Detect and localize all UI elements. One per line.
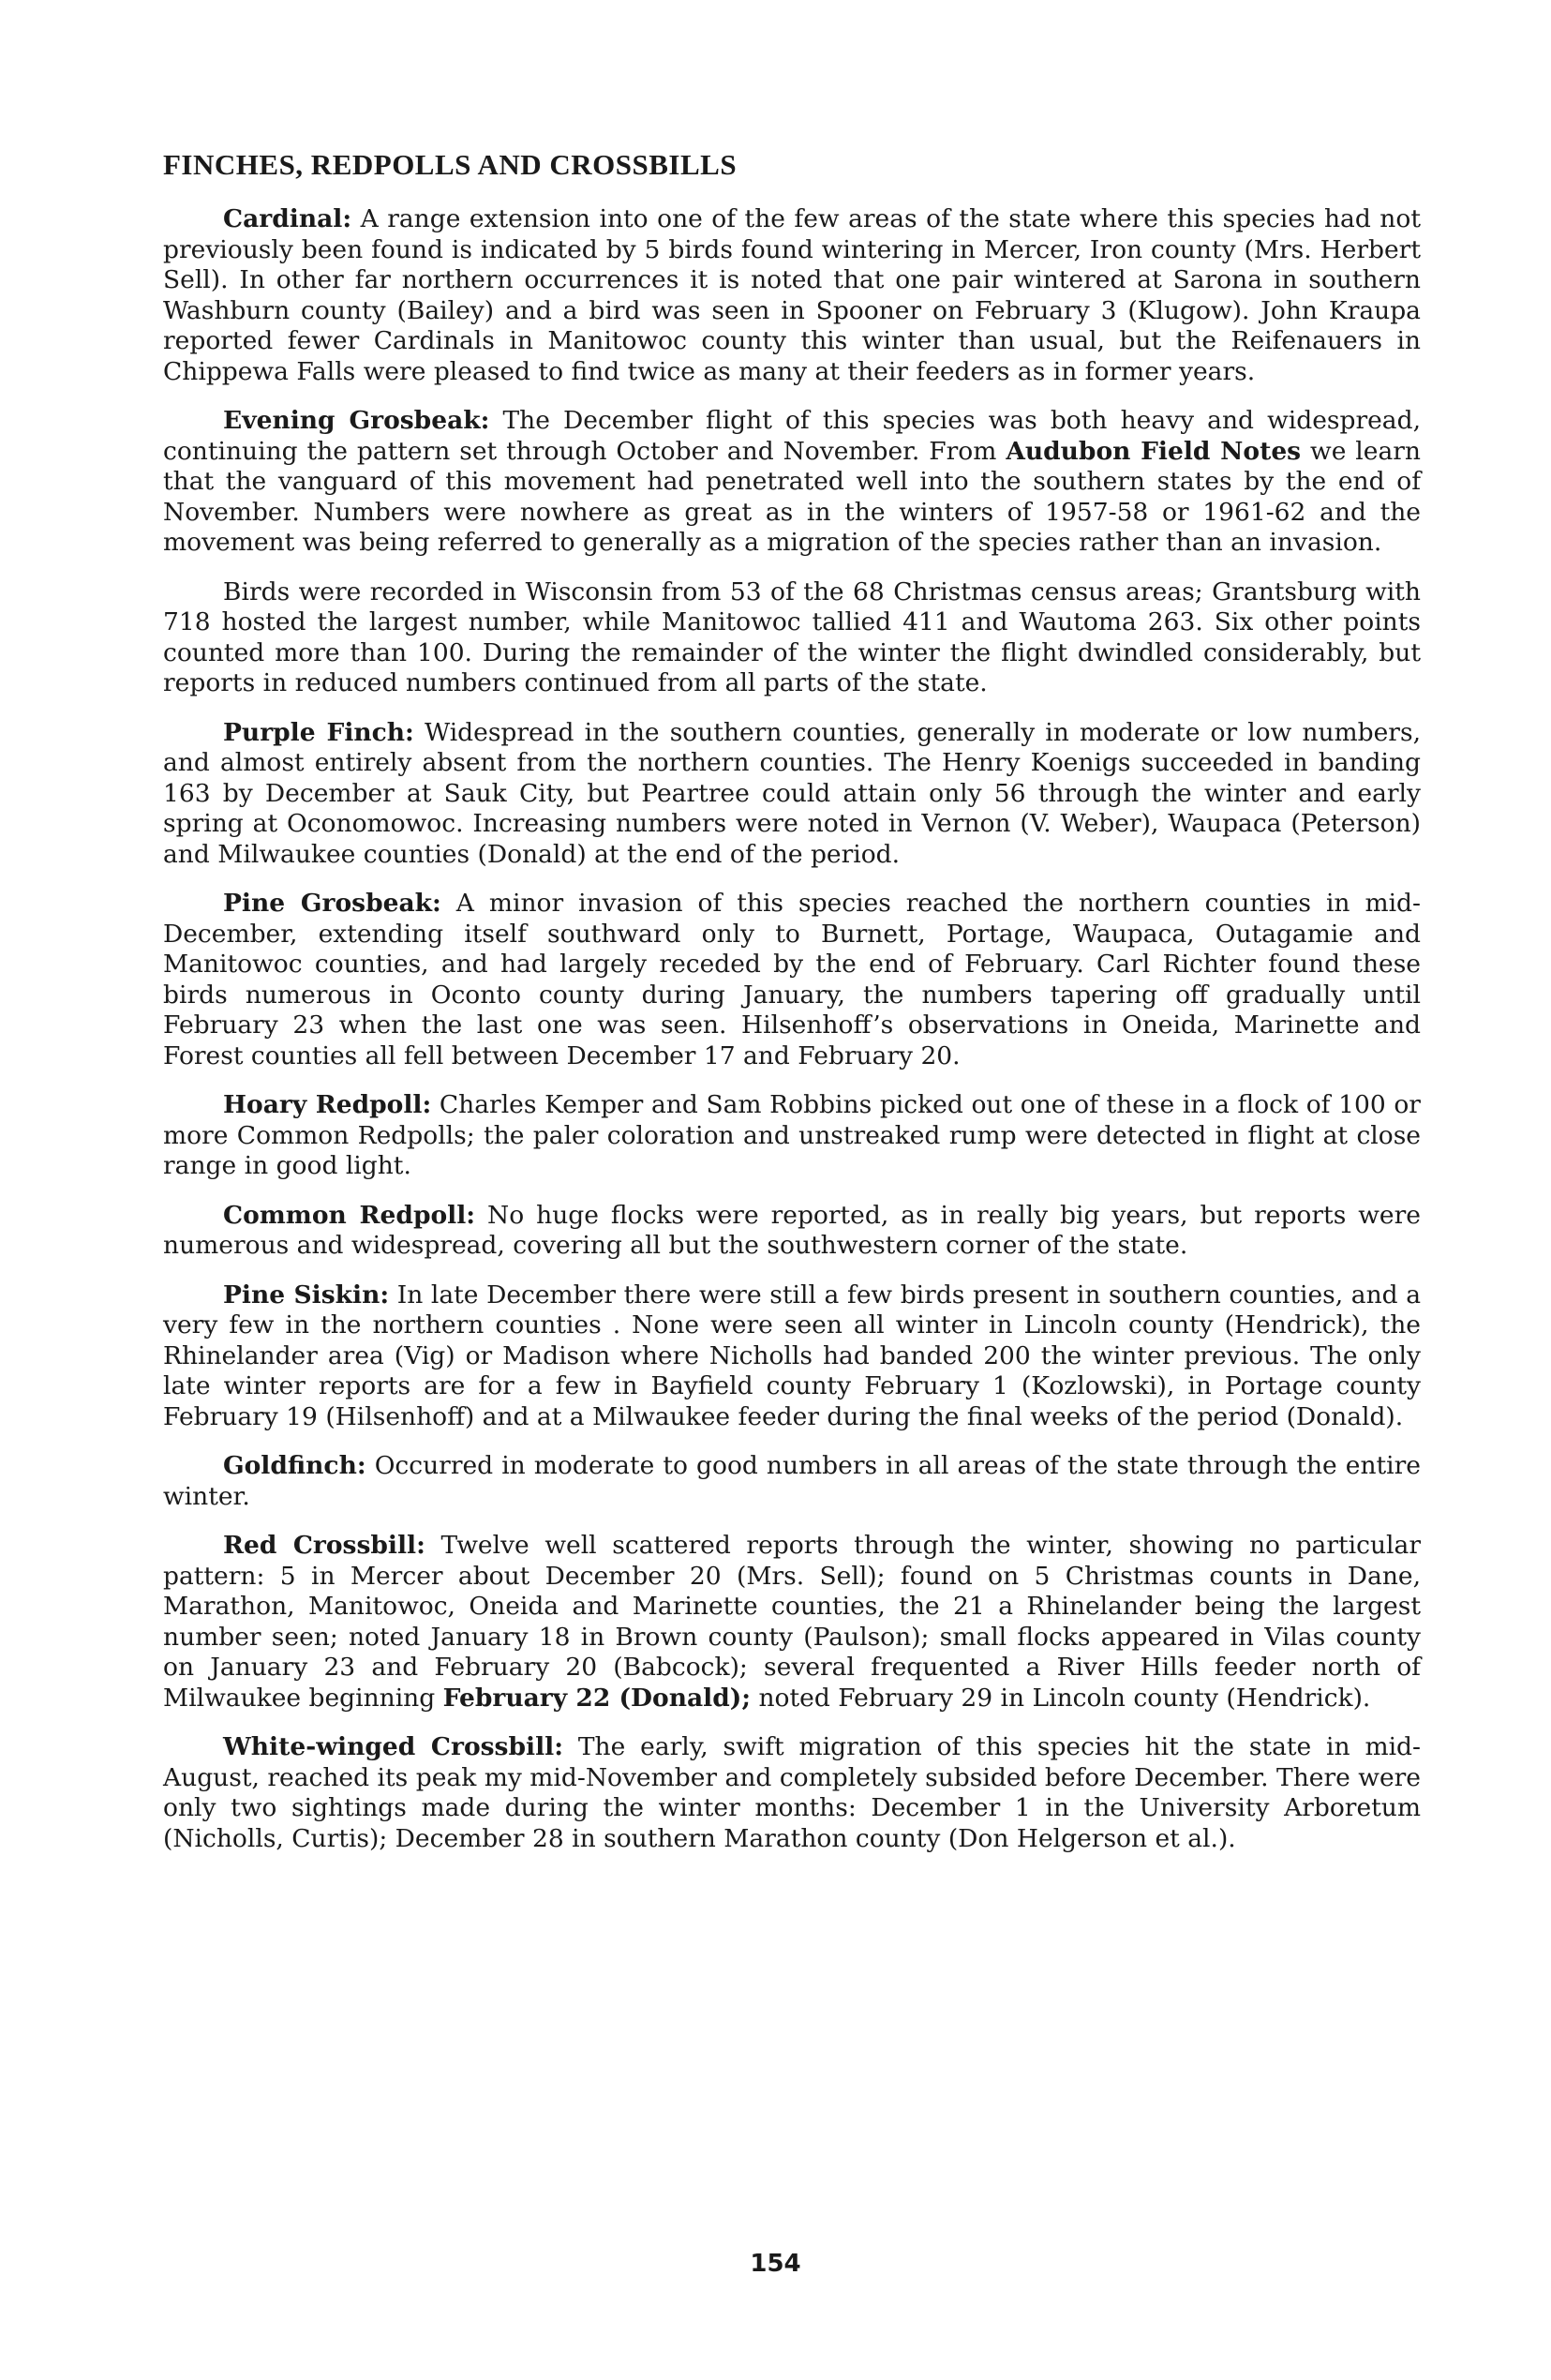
- species-name: Hoary Redpoll:: [223, 1090, 432, 1119]
- entry-text: Birds were recorded in Wisconsin from 53 of the 68 Christmas census areas; Grantsburg with 718 hosted the largest number, while Manitowoc tallied 411 and Wautoma 263. Six other points counted more than 100. During the remainder of the winter the flight dwindled considerably, but reports in reduced numbers continued from all parts of the state.: [163, 576, 1421, 697]
- species-name: Pine Grosbeak:: [223, 889, 441, 918]
- highlighted-record: February 22 (Donald);: [442, 1683, 752, 1713]
- entry-hoary-redpoll: [163, 1090, 1421, 1182]
- species-name: White-winged Crossbill:: [223, 1732, 563, 1761]
- species-name: Goldfinch:: [223, 1451, 366, 1480]
- species-name: Common Redpoll:: [223, 1200, 476, 1230]
- entry-text: Charles Kemper and Sam Robbins picked out one of these in a flock of 100 or more Common Redpolls; the paler coloration and unstreaked rump were detected in flight at close range in good light.: [163, 1090, 1421, 1180]
- species-name: Evening Grosbeak:: [223, 406, 490, 435]
- species-name: Red Crossbill:: [223, 1531, 425, 1560]
- species-name: Purple Finch:: [223, 717, 414, 747]
- entry-pine-siskin: [163, 1280, 1421, 1433]
- entry-evening-grosbeak-continued: [163, 577, 1421, 699]
- section-heading: FINCHES, REDPOLLS AND CROSSBILLS: [163, 148, 738, 181]
- entry-common-redpoll: [163, 1201, 1421, 1262]
- entry-text: Occurred in moderate to good numbers in all areas of the state through the entire winter.: [163, 1451, 1421, 1511]
- entry-text: we learn that the vanguard of this movement had penetrated well into the southern states by the end of November. Numbers were nowhere as great as in the winters of 1957-58 or 1961-62 and the movement was being referred to generally as a migration of the species rather than an invasion.: [163, 436, 1421, 557]
- publication-title: Audubon Field Notes: [1006, 436, 1302, 466]
- document-page: [163, 148, 1421, 1873]
- entry-evening-grosbeak: [163, 406, 1421, 559]
- entry-text: noted February 29 in Lincoln county (Hendrick).: [758, 1683, 1371, 1713]
- entry-white-winged-crossbill: [163, 1732, 1421, 1854]
- entry-text: No huge flocks were reported, as in really big years, but reports were numerous and widespread, covering all but the southwestern corner of the state.: [163, 1200, 1421, 1260]
- entry-text: In late December there were still a few birds present in southern counties, and a very few in the northern counties . None were seen all winter in Lincoln county (Hendrick), the Rhinelander area (Vig) or Madison where Nicholls had banded 200 the winter previous. The only late winter reports are for a few in Bayfield county February 1 (Kozlowski), in Portage county February 19 (Hilsenhoff) and at a Milwaukee feeder during the final weeks of the period (Donald).: [163, 1280, 1421, 1431]
- entry-cardinal: [163, 204, 1421, 387]
- species-name: Cardinal:: [223, 204, 352, 233]
- entry-pine-grosbeak: [163, 889, 1421, 1071]
- page-number: 154: [750, 2250, 801, 2278]
- entry-text: The early, swift migration of this species hit the state in mid-August, reached its peak my mid-November and completely subsided before December. There were only two sightings made during the winter months: December 1 in the University Arboretum (Nicholls, Curtis); December 28 in southern Marathon county (Don Helgerson et al.).: [163, 1732, 1421, 1853]
- species-name: Pine Siskin:: [223, 1280, 390, 1310]
- entry-red-crossbill: [163, 1531, 1421, 1714]
- entry-goldfinch: [163, 1451, 1421, 1512]
- entry-text: A range extension into one of the few areas of the state where this species had not previously been found is indicated by 5 birds found wintering in Mercer, Iron county (Mrs. Herbert Sell). In other far northern occurrences it is noted that one pair wintered at Sarona in southern Washburn county (Bailey) and a bird was seen in Spooner on February 3 (Klugow). John Kraupa reported fewer Cardinals in Manitowoc county this winter than usual, but the Reifenauers in Chippewa Falls were pleased to find twice as many at their feeders as in former years.: [163, 204, 1421, 386]
- entry-text: The December flight of this species was both heavy and widespread, continuing the pattern set through October and November. From: [163, 406, 1421, 466]
- entry-text: Twelve well scattered reports through the winter, showing no particular pattern: 5 in Mercer about December 20 (Mrs. Sell); found on 5 Christmas counts in Dane, Marathon, Manitowoc, Oneida and Marinette counties, the 21 a Rhinelander being the largest number seen; noted January 18 in Brown county (Paulson); small flocks appeared in Vilas county on January 23 and February 20 (Babcock); several frequented a River Hills feeder north of Milwaukee beginning: [163, 1531, 1421, 1713]
- entry-text: Widespread in the southern counties, generally in moderate or low numbers, and almost entirely absent from the northern counties. The Henry Koenigs succeeded in banding 163 by December at Sauk City, but Peartree could attain only 56 through the winter and early spring at Oconomowoc. Increasing numbers were noted in Vernon (V. Weber), Waupaca (Peterson) and Milwaukee counties (Donald) at the end of the period.: [163, 717, 1422, 869]
- entry-text: A minor invasion of this species reached the northern counties in mid-December, extending itself southward only to Burnett, Portage, Waupaca, Outagamie and Manitowoc counties, and had largely receded by the end of February. Carl Richter found these birds numerous in Oconto county during January, the numbers tapering off gradually until February 23 when the last one was seen. Hilsenhoff’s observations in Oneida, Marinette and Forest counties all fell between December 17 and February 20.: [163, 889, 1421, 1070]
- entry-purple-finch: [163, 718, 1421, 871]
